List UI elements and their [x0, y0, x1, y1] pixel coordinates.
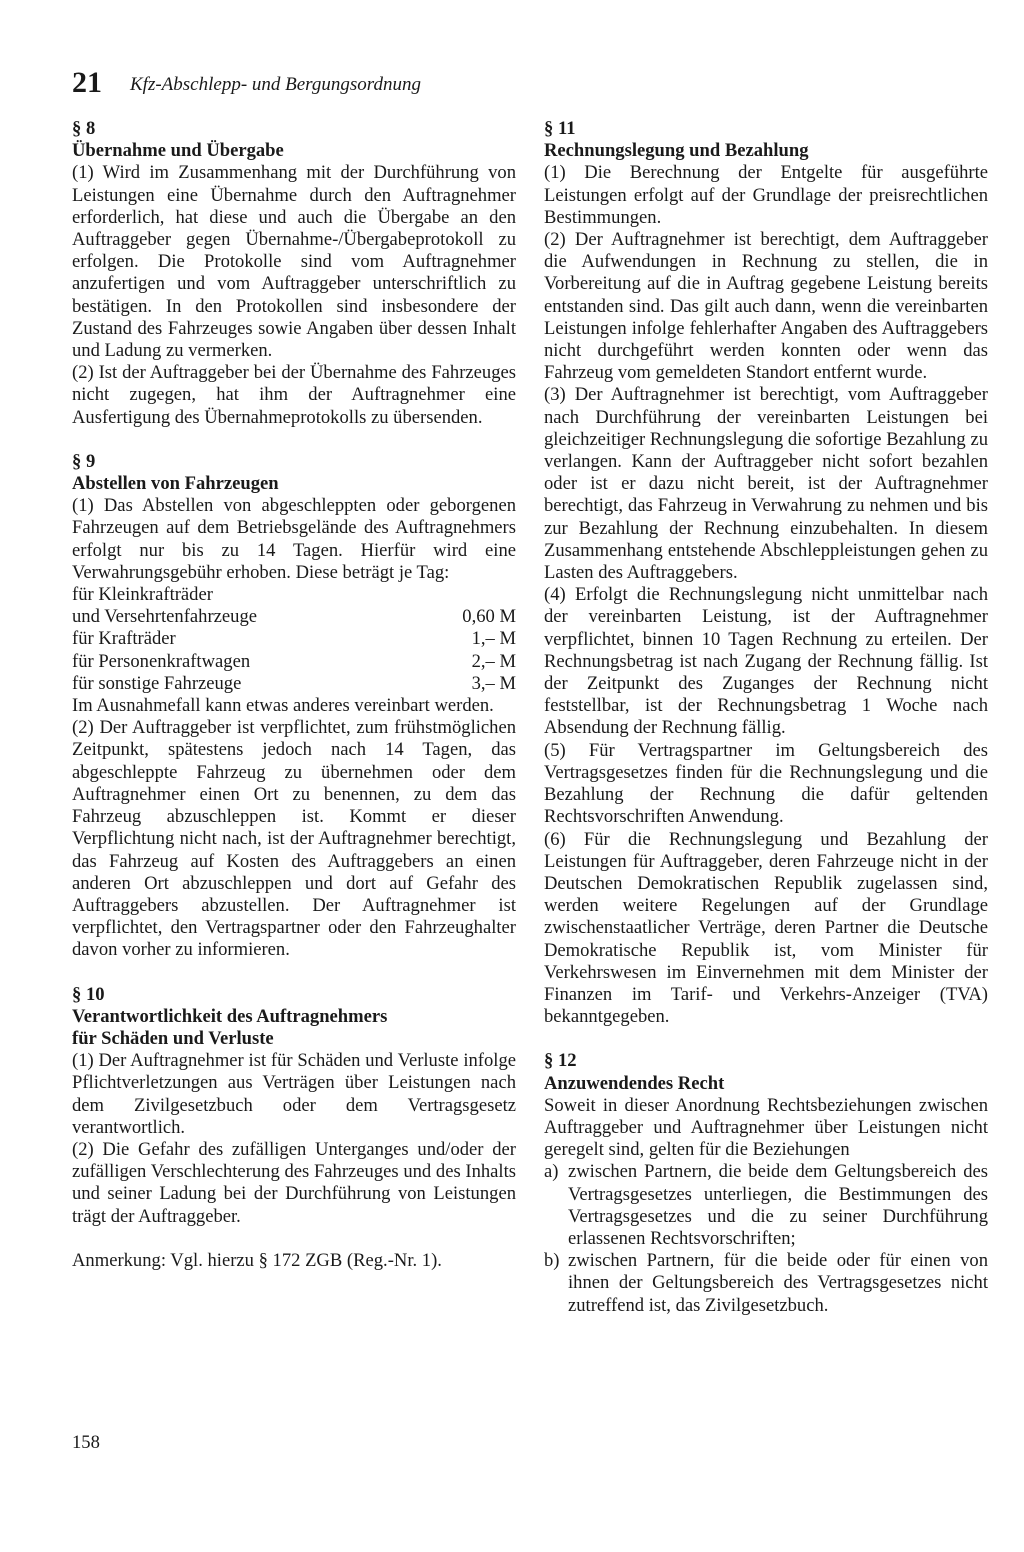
right-column — [544, 118, 988, 1317]
section-number: § 11 — [544, 118, 576, 139]
paragraph: (3) Der Auftragnehmer ist berechtigt, vom Auftraggeber nach Durchführung der vereinbarten Leistungen bei gleichzeitiger Rechnungslegung die sofortige Bezahlung zu verlangen. Kann der Auftraggeber nicht sofort bezahlen oder ist er dazu nicht bereit, ist der Auftragnehmer berechtigt, das Fahrzeug in Verwahrung zu nehmen und bis zur Bezahlung der Rechnung einzubehalten. In diesem Zusammenhang entstehende Abschleppleistungen gehen zu Lasten des Auftraggebers. — [544, 384, 988, 584]
list-marker: b) — [544, 1250, 560, 1272]
section-number: § 9 — [72, 450, 96, 472]
section-8 — [72, 118, 516, 429]
section-title: Verantwortlichkeit des Auftragnehmers — [72, 1005, 388, 1027]
fee-intro: für Kleinkrafträder — [72, 584, 213, 606]
section-10 — [72, 984, 516, 1272]
fee-label: und Versehrtenfahrzeuge — [72, 606, 257, 628]
fee-label: für Personenkraftwagen — [72, 650, 251, 672]
fee-value: 0,60 M — [462, 606, 516, 628]
paragraph: (6) Für die Rechnungslegung und Bezahlung der Leistungen für Auftraggeber, deren Fahrzeuge nicht in der Deutschen Demokratischen Republik zugelassen sind, werden weitere Regelungen auf der Grundlage zwischenstaatlicher Verträge, deren Partner die Deutsche Demokratische Republik ist, vom Minister für Verkehrswesen im Einvernehmen mit dem Minister der Finanzen im Tarif- und Verkehrs-Anzeiger (TVA) bekanntgegeben. — [544, 828, 988, 1028]
paragraph: Soweit in dieser Anordnung Rechtsbeziehungen zwischen Auftraggeber und Auftragnehmer über Leistungen nicht geregelt sind, gelten für die Beziehungen — [544, 1094, 988, 1161]
list-item — [544, 1161, 988, 1250]
list-item — [544, 1250, 988, 1317]
left-column — [72, 118, 516, 1272]
section-number: § 10 — [72, 983, 105, 1005]
paragraph: (4) Erfolgt die Rechnungslegung nicht unmittelbar nach der vereinbarten Leistung, ist der Auftragnehmer verpflichtet, binnen 10 Tagen Rechnung zu erteilen. Der Rechnungsbetrag ist nach Zugang der Rechnung fällig. Ist der Zeitpunkt des Zuganges der Rechnung nicht feststellbar, ist der Rechnungsbetrag 1 Woche nach Absendung der Rechnung fällig. — [544, 584, 988, 739]
paragraph: (2) Der Auftraggeber ist verpflichtet, zum frühstmöglichen Zeitpunkt, spätestens jedoch nach 14 Tagen, das abgeschleppte Fahrzeug zu übernehmen oder dem Auftragnehmer einen Ort zu benennen, zu dem das Fahrzeug abzuschleppen ist. Kommt er dieser Verpflichtung nicht nach, ist der Auftragnehmer berechtigt, das Fahrzeug auf Kosten des Auftraggebers an einen anderen Ort abzuschleppen und dort auf Gefahr des Auftraggebers abzustellen. Der Auftragnehmer ist verpflichtet, den Vertragspartner oder den Fahrzeughalter davon vorher zu informieren. — [72, 717, 516, 961]
fee-value: 2,– M — [471, 650, 516, 672]
section-11 — [544, 118, 988, 1028]
fee-row — [72, 673, 516, 695]
paragraph: (1) Die Berechnung der Entgelte für ausgeführte Leistungen erfolgt auf der Grundlage der preisrechtlichen Bestimmungen. — [544, 162, 988, 228]
fee-label: für sonstige Fahrzeuge — [72, 672, 242, 694]
chapter-title: Kfz-Abschlepp- und Bergungsordnung — [130, 74, 421, 95]
section-number: § 8 — [72, 118, 96, 139]
paragraph: (2) Ist der Auftraggeber bei der Übernahme des Fahrzeuges nicht zugegen, hat ihm der Auftragnehmer eine Ausfertigung des Übernahmeprotokolls zu übersenden. — [72, 362, 516, 428]
chapter-number: 21 — [72, 66, 102, 99]
fee-value: 1,– M — [471, 628, 516, 650]
annotation-note: Anmerkung: Vgl. hierzu § 172 ZGB (Reg.-Nr. 1). — [72, 1249, 442, 1271]
fee-value: 3,– M — [471, 672, 516, 694]
section-title: Anzuwendendes Recht — [544, 1072, 725, 1094]
fee-label: für Krafträder — [72, 628, 176, 650]
paragraph: (5) Für Vertragspartner im Geltungsbereich des Vertragsgesetzes finden für die Rechnungslegung und die Bezahlung der Rechnung die dafür geltenden Rechtsvorschriften Anwendung. — [544, 739, 988, 828]
paragraph: Im Ausnahmefall kann etwas anderes vereinbart werden. — [72, 695, 494, 717]
section-title: Abstellen von Fahrzeugen — [72, 473, 279, 495]
paragraph: (2) Der Auftragnehmer ist berechtigt, dem Auftraggeber die Aufwendungen in Rechnung zu stellen, die in Vorbereitung auf die in Auftrag gegebene Leistung bereits entstanden sind. Das gilt auch dann, wenn die vereinbarten Leistungen infolge fehlerhafter Angaben des Auftraggebers nicht durchgeführt werden konnten oder wenn das Fahrzeug vom gemeldeten Standort entfernt wurde. — [544, 229, 988, 384]
section-12 — [544, 1050, 988, 1316]
paragraph: (1) Der Auftragnehmer ist für Schäden und Verluste infolge Pflichtverletzungen aus Verträgen über Leistungen nach dem Zivilgesetzbuch oder dem Vertragsgesetz verantwortlich. — [72, 1050, 516, 1138]
list-text: zwischen Partnern, für die beide oder für einen von ihnen der Geltungsbereich des Vertragsgesetzes nicht zutreffend ist, das Zivilgesetzbuch. — [568, 1250, 988, 1316]
paragraph: (1) Wird im Zusammenhang mit der Durchführung von Leistungen eine Übernahme durch den Auftragnehmer erforderlich, hat diese und auch die Übergabe an den Auftraggeber gegen Übernahme-/Übergabeprotokoll zu erfolgen. Die Protokolle sind vom Auftragnehmer anzufertigen und vom Auftraggeber unterschriftlich zu bestätigen. In den Protokollen sind insbesondere der Zustand des Fahrzeuges sowie Angaben über dessen Inhalt und Ladung zu vermerken. — [72, 162, 516, 362]
fee-row — [72, 606, 516, 628]
section-title: Rechnungslegung und Bezahlung — [544, 140, 809, 162]
paragraph: (2) Die Gefahr des zufälligen Unterganges und/oder der zufälligen Verschlechterung des Fahrzeuges und des Inhalts und seiner Ladung bei der Durchführung von Leistungen trägt der Auftraggeber. — [72, 1138, 516, 1227]
paragraph: (1) Das Abstellen von abgeschleppten oder geborgenen Fahrzeugen auf dem Betriebsgelände des Auftragnehmers erfolgt nur bis zu 14 Tagen. Hierfür wird eine Verwahrungsgebühr erhoben. Diese beträgt je Tag: — [72, 495, 516, 583]
list-text: zwischen Partnern, die beide dem Geltungsbereich des Vertragsgesetzes unterliegen, die Bestimmungen des Vertragsgesetzes und die zu seiner Durchführung erlassenen Rechtsvorschriften; — [568, 1161, 988, 1249]
fee-row — [72, 651, 516, 673]
section-title: Übernahme und Übergabe — [72, 140, 284, 162]
page-number: 158 — [72, 1432, 100, 1453]
section-title-continued: für Schäden und Verluste — [72, 1027, 274, 1049]
section-number: § 12 — [544, 1050, 577, 1072]
section-9 — [72, 451, 516, 962]
list-marker: a) — [544, 1161, 559, 1183]
fee-row — [72, 628, 516, 650]
